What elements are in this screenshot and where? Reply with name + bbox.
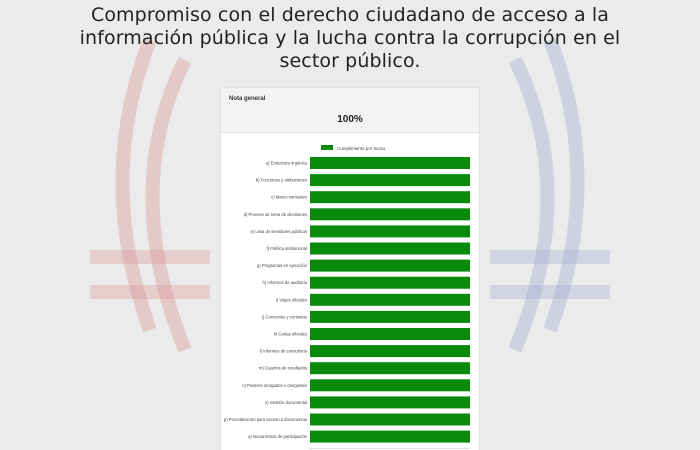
bar: [310, 260, 470, 272]
legend-swatch: [321, 145, 333, 150]
headline: [0, 4, 700, 73]
bar: [310, 379, 470, 391]
bar: [310, 208, 470, 220]
category-label: d) Proceso de toma de decisiones: [243, 211, 307, 217]
score-panel: [221, 88, 479, 450]
category-label: k) Cartas oficiales: [273, 331, 307, 337]
category-label: i) Viajes oficiales: [275, 297, 307, 303]
bar: [310, 277, 470, 289]
headline-line-2: información pública y la lucha contra la corrupción en el: [79, 27, 621, 49]
compliance-bar-chart: [221, 140, 479, 450]
bar: [310, 294, 470, 306]
bar: [310, 191, 470, 203]
legend-label: Cumplimiento por Inciso: [337, 146, 386, 151]
category-label: g) Programas en ejecución: [256, 263, 307, 269]
panel-header: [221, 88, 479, 133]
category-label: l) Informes de consultoría: [259, 348, 307, 354]
headline-line-1: Compromiso con el derecho ciudadano de acceso a la: [90, 4, 610, 26]
bar: [310, 396, 470, 408]
category-label: m) Cuadros de resultados: [258, 365, 307, 371]
bar: [310, 225, 470, 237]
category-label: e) Lista de servidores públicos: [250, 228, 307, 234]
bar: [310, 243, 470, 255]
category-label: c) Marco normativo: [271, 194, 307, 200]
category-label: h) Informes de auditoría: [262, 280, 307, 286]
bar: [310, 174, 470, 186]
category-label: o) Gestión documental: [264, 399, 307, 405]
bar: [310, 311, 470, 323]
category-label: n) Poderes otorgados o otorgantes: [242, 382, 307, 388]
bar: [310, 328, 470, 340]
category-label: j) Convenios y contratos: [262, 314, 307, 320]
bar: [310, 157, 470, 169]
bar: [310, 345, 470, 357]
bar: [310, 414, 470, 426]
headline-line-3: sector público.: [279, 50, 421, 72]
category-label: q) Mecanismos de participación: [248, 434, 307, 440]
overall-score: 100%: [337, 114, 363, 125]
category-label: b) Funciones y atribuciones: [255, 177, 307, 183]
category-label: p) Procedimiento para acceso a documentos: [223, 417, 307, 422]
bar: [310, 362, 470, 374]
bar: [310, 431, 470, 443]
category-label: f) Política institucional: [266, 246, 307, 251]
category-label: a) Estructura orgánica: [265, 160, 307, 166]
panel-title: Nota general: [229, 96, 266, 102]
